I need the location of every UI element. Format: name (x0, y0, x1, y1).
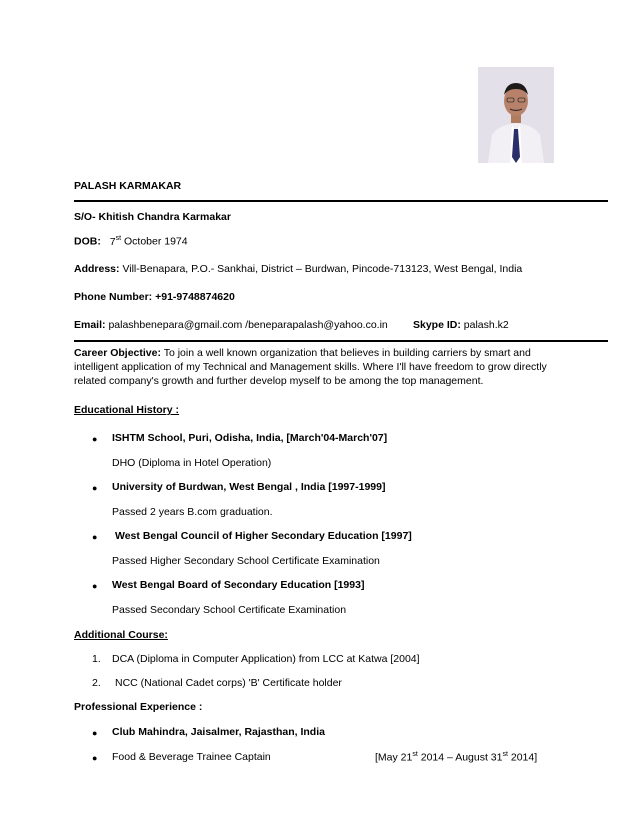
education-item-detail: Passed Higher Secondary School Certificate Examination (112, 555, 380, 567)
experience-role: Food & Beverage Trainee Captain (112, 751, 271, 763)
parent-name: S/O- Khitish Chandra Karmakar (74, 211, 231, 223)
education-item-title: West Bengal Board of Secondary Education [1993] (112, 579, 365, 591)
address-label: Address: (74, 263, 120, 275)
phone-value: +91-9748874620 (155, 291, 235, 303)
date-start: [May 21 (375, 751, 413, 764)
profile-photo (478, 67, 554, 163)
career-line-1 (74, 347, 531, 359)
bullet-icon: ● (92, 581, 98, 591)
additional-item-number: 1. (92, 653, 101, 665)
dob-suffix: st (115, 235, 122, 242)
contact-rule (74, 340, 608, 342)
bullet-icon: ● (92, 753, 98, 763)
experience-company: Club Mahindra, Jaisalmer, Rajasthan, India (112, 726, 325, 738)
education-item-title: University of Burdwan, West Bengal , India [1997-1999] (112, 481, 386, 493)
skype-label: Skype ID: (413, 319, 461, 331)
dob-rest: October 1974 (123, 235, 188, 248)
top-rule (74, 200, 608, 202)
dob-line (74, 235, 188, 248)
address-value: Vill-Benapara, P.O.- Sankhai, District – Burdwan, Pincode-713123, West Bengal, India (122, 263, 523, 275)
bullet-icon: ● (92, 434, 98, 444)
dob-day: 7 (109, 235, 116, 248)
phone-line (74, 291, 235, 303)
education-item-detail: DHO (Diploma in Hotel Operation) (112, 457, 272, 469)
bullet-icon: ● (92, 483, 98, 493)
experience-heading: Professional Experience : (74, 701, 203, 713)
career-text-2: intelligent application of my Technical and Management skills. Where I'll have freedom to grow directly (74, 361, 547, 373)
additional-item-text: DCA (Diploma in Computer Application) from LCC at Katwa [2004] (112, 653, 420, 665)
dob-label: DOB: (74, 235, 101, 248)
education-heading: Educational History : (74, 404, 180, 416)
education-item-title: ISHTM School, Puri, Odisha, India, [March'04-March'07] (112, 432, 388, 444)
email-value: palashbenepara@gmail.com /beneparapalash@yahoo.co.in (108, 319, 388, 331)
email-label: Email: (74, 319, 106, 331)
address-line (74, 263, 522, 275)
skype-line (413, 319, 509, 331)
bullet-icon: ● (92, 728, 98, 738)
career-text-1: To join a well known organization that believes in building carriers by smart and (163, 347, 531, 359)
date-end-suffix: st (502, 751, 508, 758)
applicant-name: PALASH KARMAKAR (74, 180, 182, 192)
career-text-3: related company's growth and further develop myself to be among the top management. (74, 375, 484, 387)
career-label: Career Objective: (74, 347, 161, 359)
education-item-detail: Passed 2 years B.com graduation. (112, 506, 273, 518)
phone-label: Phone Number: (74, 291, 153, 303)
additional-item-text: NCC (National Cadet corps) 'B' Certificate holder (115, 677, 342, 689)
date-middle: 2014 – August 31 (420, 751, 503, 764)
additional-item-number: 2. (92, 677, 101, 689)
email-line (74, 319, 388, 331)
experience-dates (375, 751, 537, 764)
date-end: 2014] (510, 751, 538, 764)
bullet-icon: ● (92, 532, 98, 542)
additional-heading: Additional Course: (74, 629, 168, 641)
education-item-title: West Bengal Council of Higher Secondary Education [1997] (115, 530, 412, 542)
education-item-detail: Passed Secondary School Certificate Examination (112, 604, 347, 616)
profile-photo-image (478, 67, 554, 163)
skype-value: palash.k2 (463, 319, 509, 331)
date-start-suffix: st (412, 751, 418, 758)
